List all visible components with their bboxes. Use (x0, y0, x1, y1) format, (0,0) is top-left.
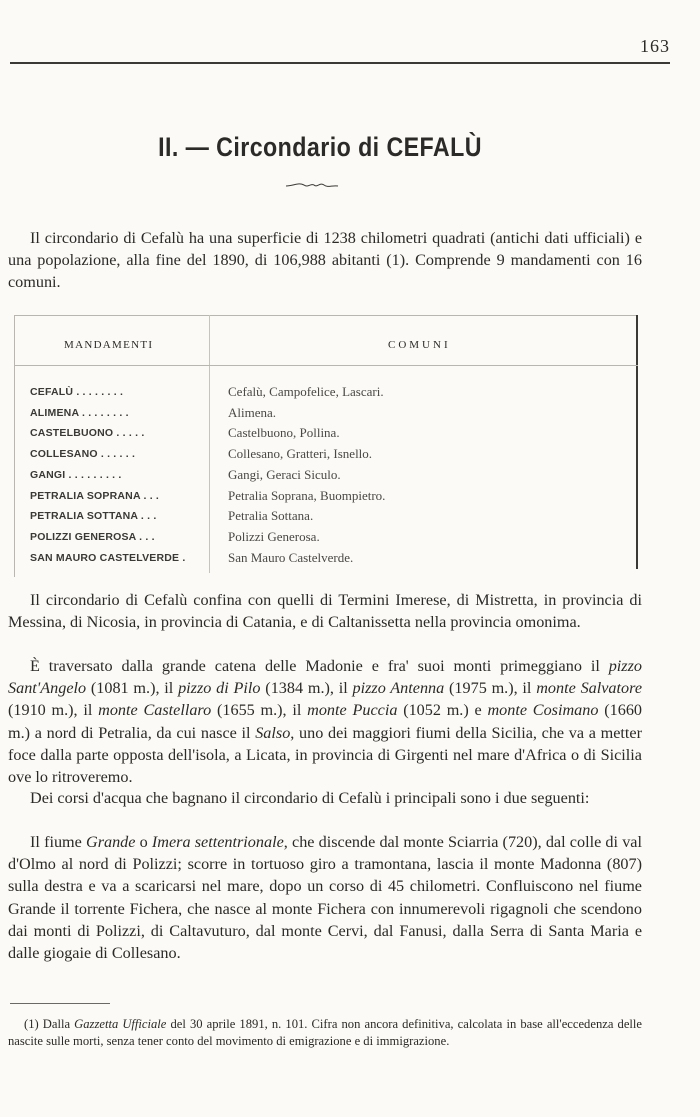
comuni-cell: Alimena. (228, 404, 277, 420)
mandamento-cell: SAN MAURO CASTELVERDE . (30, 551, 186, 564)
place-name: monte Salvatore (536, 679, 643, 698)
table-row (14, 404, 638, 425)
place-name: monte Puccia (307, 701, 398, 720)
comuni-cell: Gangi, Geraci Siculo. (228, 466, 341, 482)
comuni-cell: Collesano, Gratteri, Isnello. (228, 446, 373, 462)
mandamento-cell: COLLESANO . . . . . . (30, 448, 136, 461)
mandamento-cell: PETRALIA SOPRANA . . . (30, 489, 160, 502)
comuni-cell: Castelbuono, Pollina. (228, 425, 340, 441)
header-rule (10, 62, 670, 64)
place-name: pizzo Sant'Angelo (8, 657, 642, 698)
page-number: 163 (640, 36, 670, 56)
mandamento-cell: ALIMENA . . . . . . . . (30, 406, 129, 419)
mandamenti-table (14, 315, 638, 577)
place-name: pizzo di Pilo (178, 679, 261, 698)
comuni-cell: Petralia Soprana, Buompietro. (228, 487, 386, 503)
table-row (14, 549, 638, 570)
mandamento-cell: CASTELBUONO . . . . . (30, 427, 145, 440)
river-name: Grande (86, 833, 136, 851)
place-name: pizzo Antenna (352, 679, 445, 698)
place-name: monte Cosimano (487, 701, 599, 720)
comuni-cell: Polizzi Generosa. (228, 528, 320, 544)
comuni-cell: Petralia Sottana. (228, 508, 314, 524)
ornament-flourish (284, 180, 340, 190)
table-row (14, 487, 638, 508)
footnote-rule (10, 1003, 110, 1004)
footnote: (1) Dalla Gazzetta Ufficiale del 30 aprile 1891, n. 101. Cifra non ancora definitiva, calcolata in base all'eccedenza delle nascite sulle morti, senza tener conto del movimento di emigrazione e di immigrazione. (8, 1017, 642, 1049)
confina-paragraph: Il circondario di Cefalù confina con quelli di Termini Imerese, di Mistretta, in provincia di Messina, di Nicosia, in provincia di Catania, e di Caltanissetta nella provincia omonima. (8, 591, 642, 632)
traversato-paragraph: È traversato dalla grande catena delle Madonie e fra' suoi monti primeggiano il pizzo Sant'Angelo (1081 m.), il pizzo di Pilo (1384 m.), il pizzo Antenna (1975 m.), il monte Salvatore (1910 m.), il monte Castellaro (1655 m.), il monte Puccia (1052 m.) e monte Cosimano (1660 m.) a nord di Petralia, da cui nasce il Salso, uno dei maggiori fiumi della Sicilia, che va a metter foce dalla parte opposta dell'isola, a Licata, in provincia di Girgenti nel mare d'Africa o di Sicilia ove lo ritroveremo. (8, 657, 643, 787)
table-header-rule (14, 365, 638, 366)
table-row (14, 383, 638, 404)
table-row (14, 507, 638, 528)
river-name: Imera settentrionale (151, 833, 284, 851)
table-row (14, 424, 638, 445)
place-name: Salso (255, 723, 291, 742)
fiume-grande-paragraph: Il fiume Grande o Imera settentrionale, che discende dal monte Sciarria (720), dal colle di val d'Olmo al nord di Polizzi; scorre in tortuoso giro a tramontana, lascia il monte Madonna (807) sulla destra e va a scaricarsi nel mare, dopo un corso di 45 chilometri. Confluiscono nel fiume Grande il torrente Fichera, che nasce al monte Fichera con innumerevoli rigagnoli che scendono dai monti di Polizzi, di Caltavuturo, dal monte Cervi, dal Fanusi, dalla Serra di Santa Maria e dalle giogaie di Collesano. (8, 833, 642, 963)
comuni-cell: San Mauro Castelverde. (228, 549, 354, 565)
table-row (14, 445, 638, 466)
table-top-rule (14, 315, 638, 316)
mandamento-cell: POLIZZI GENEROSA . . . (30, 530, 155, 543)
table-row (14, 466, 638, 487)
publication-title: Gazzetta Ufficiale (74, 1017, 167, 1031)
header-comuni: COMUNI (388, 339, 451, 351)
mandamento-cell: CEFALÙ . . . . . . . . (30, 386, 124, 398)
intro-paragraph: Il circondario di Cefalù ha una superficie di 1238 chilometri quadrati (antichi dati ufficiali) e una popolazione, alla fine del 1890, di 106,988 abitanti (1). Comprende 9 mandamenti con 16 comuni. (8, 229, 642, 292)
chapter-title: II. — Circondario di CEFALÙ (158, 132, 482, 162)
header-mandamenti: MANDAMENTI (64, 339, 154, 351)
comuni-cell: Cefalù, Campofelice, Lascari. (228, 384, 384, 399)
table-row (14, 528, 638, 549)
place-name: monte Castellaro (98, 701, 212, 720)
corsi-paragraph: Dei corsi d'acqua che bagnano il circondario di Cefalù i principali sono i due seguenti: (30, 789, 590, 807)
mandamento-cell: PETRALIA SOTTANA . . . (30, 510, 157, 523)
mandamento-cell: GANGI . . . . . . . . . (30, 468, 122, 481)
